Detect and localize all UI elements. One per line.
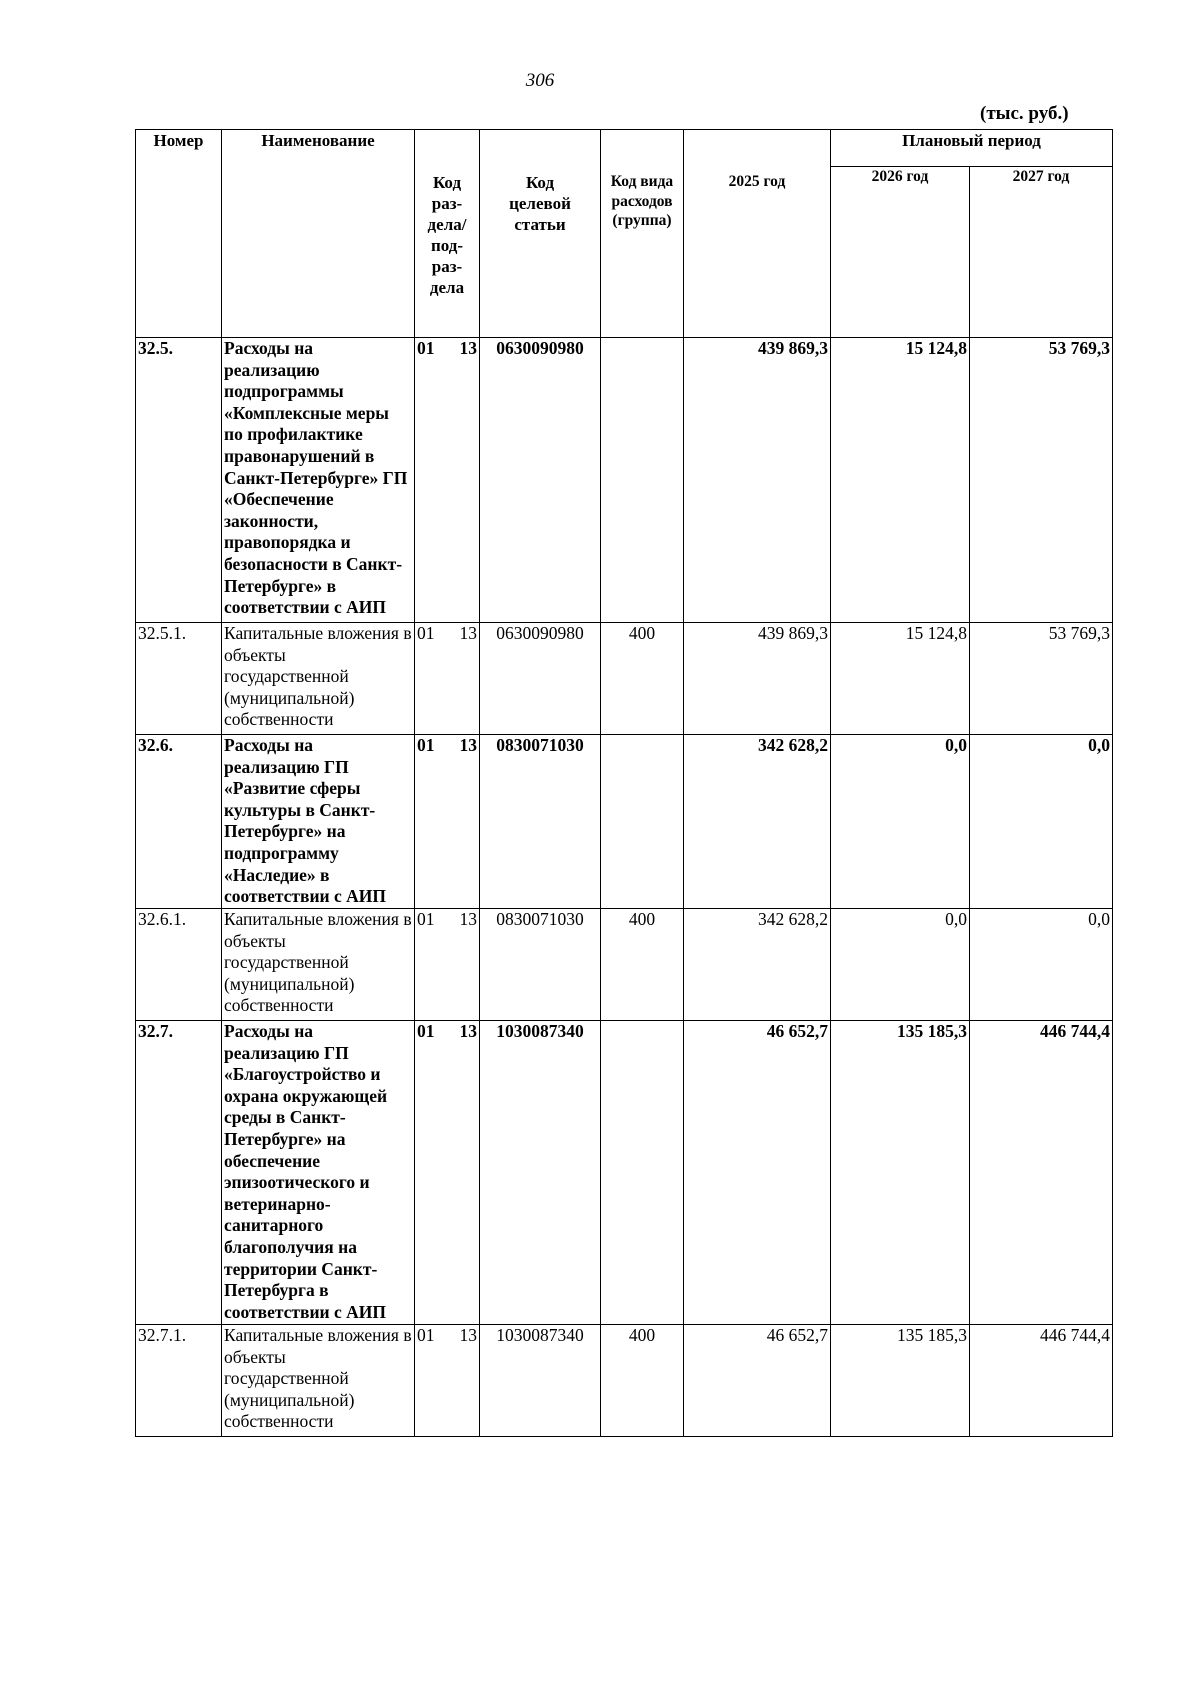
subsection-code: 13 [459,735,477,755]
row-amount-2025: 439 869,3 [684,338,831,623]
header-target-line: статьи [514,215,566,234]
row-amount-2027: 446 744,4 [970,1325,1113,1437]
row-expense-code: 400 [601,909,684,1021]
row-amount-2025: 46 652,7 [684,1021,831,1325]
header-section-line: Код [432,173,462,192]
row-number: 32.7.1. [136,1325,222,1437]
header-section-line: под- [430,236,464,255]
row-amount-2026: 15 124,8 [831,338,970,623]
row-expense-code [601,735,684,909]
row-target-code: 1030087340 [480,1325,601,1437]
table-row [136,1325,1113,1437]
row-expense-code [601,338,684,623]
header-year-2025: 2025 год [684,130,831,338]
header-year-2026: 2026 год [831,167,970,338]
row-amount-2026: 135 185,3 [831,1021,970,1325]
header-number: Номер [136,130,222,338]
subsection-code: 13 [459,1021,477,1041]
row-section-code [415,338,480,623]
header-year-2027: 2027 год [970,167,1113,338]
header-expense-line: Код вида [610,173,674,190]
header-expense-line: (группа) [612,212,672,229]
section-code: 01 [417,623,435,643]
section-code: 01 [417,1325,435,1345]
table-row [136,735,1113,909]
row-number: 32.6. [136,735,222,909]
table-body [136,338,1113,1437]
row-target-code: 0830071030 [480,735,601,909]
row-expense-code: 400 [601,623,684,735]
row-name: Капитальные вложения в объекты государственной (муниципальной) собственности [222,909,415,1021]
header-target-line: целевой [509,194,571,213]
row-number: 32.6.1. [136,909,222,1021]
row-expense-code: 400 [601,1325,684,1437]
header-target-line: Код [525,173,555,192]
row-name: Капитальные вложения в объекты государственной (муниципальной) собственности [222,1325,415,1437]
units-label: (тыс. руб.) [980,103,1069,124]
row-target-code: 0630090980 [480,623,601,735]
row-section-code [415,1021,480,1325]
header-section-line: раз- [431,194,463,213]
section-code: 01 [417,735,435,755]
row-number: 32.5.1. [136,623,222,735]
header-name: Наименование [222,130,415,338]
subsection-code: 13 [459,909,477,929]
table-row [136,623,1113,735]
page-number: 306 [525,70,555,91]
subsection-code: 13 [459,1325,477,1345]
row-amount-2026: 0,0 [831,735,970,909]
subsection-code: 13 [459,623,477,643]
section-code: 01 [417,338,435,358]
row-name: Расходы на реализацию ГП «Благоустройство и охрана окружающей среды в Санкт-Петербурге» на обеспечение эпизоотического и ветеринарно-санитарного благополучия на территории Санкт-Петербурга в соответствии с АИП [222,1021,415,1325]
row-amount-2025: 342 628,2 [684,909,831,1021]
header-target-code [480,130,601,338]
header-section-line: раз- [431,257,463,276]
header-expense-line: расходов [611,192,673,210]
row-amount-2027: 53 769,3 [970,338,1113,623]
section-code: 01 [417,1021,435,1041]
table-row [136,1021,1113,1325]
row-target-code: 0630090980 [480,338,601,623]
row-section-code [415,909,480,1021]
row-number: 32.7. [136,1021,222,1325]
row-target-code: 0830071030 [480,909,601,1021]
row-amount-2026: 15 124,8 [831,623,970,735]
row-amount-2025: 46 652,7 [684,1325,831,1437]
row-amount-2025: 439 869,3 [684,623,831,735]
row-section-code [415,623,480,735]
table-row [136,909,1113,1021]
budget-table [135,129,1113,1437]
row-section-code [415,735,480,909]
header-section-line: дела/ [427,215,467,234]
row-amount-2026: 0,0 [831,909,970,1021]
row-target-code: 1030087340 [480,1021,601,1325]
row-section-code [415,1325,480,1437]
subsection-code: 13 [459,338,477,358]
header-section-code [415,130,480,338]
row-amount-2027: 0,0 [970,735,1113,909]
row-amount-2027: 53 769,3 [970,623,1113,735]
row-name: Капитальные вложения в объекты государственной (муниципальной) собственности [222,623,415,735]
header-row-top [136,130,1113,167]
table-row [136,338,1113,623]
row-name: Расходы на реализацию ГП «Развитие сферы культуры в Санкт-Петербурге» на подпрограмму «Наследие» в соответствии с АИП [222,735,415,909]
row-amount-2027: 0,0 [970,909,1113,1021]
row-expense-code [601,1021,684,1325]
row-number: 32.5. [136,338,222,623]
header-expense-code [601,130,684,338]
header-section-line: дела [429,278,465,297]
section-code: 01 [417,909,435,929]
row-amount-2026: 135 185,3 [831,1325,970,1437]
header-planning-period: Плановый период [831,130,1113,167]
row-amount-2025: 342 628,2 [684,735,831,909]
row-amount-2027: 446 744,4 [970,1021,1113,1325]
row-name: Расходы на реализацию подпрограммы «Комплексные меры по профилактике правонарушений в Санкт-Петербурге» ГП «Обеспечение законности, правопорядка и безопасности в Санкт-Петербурге» в соответствии с АИП [222,338,415,623]
